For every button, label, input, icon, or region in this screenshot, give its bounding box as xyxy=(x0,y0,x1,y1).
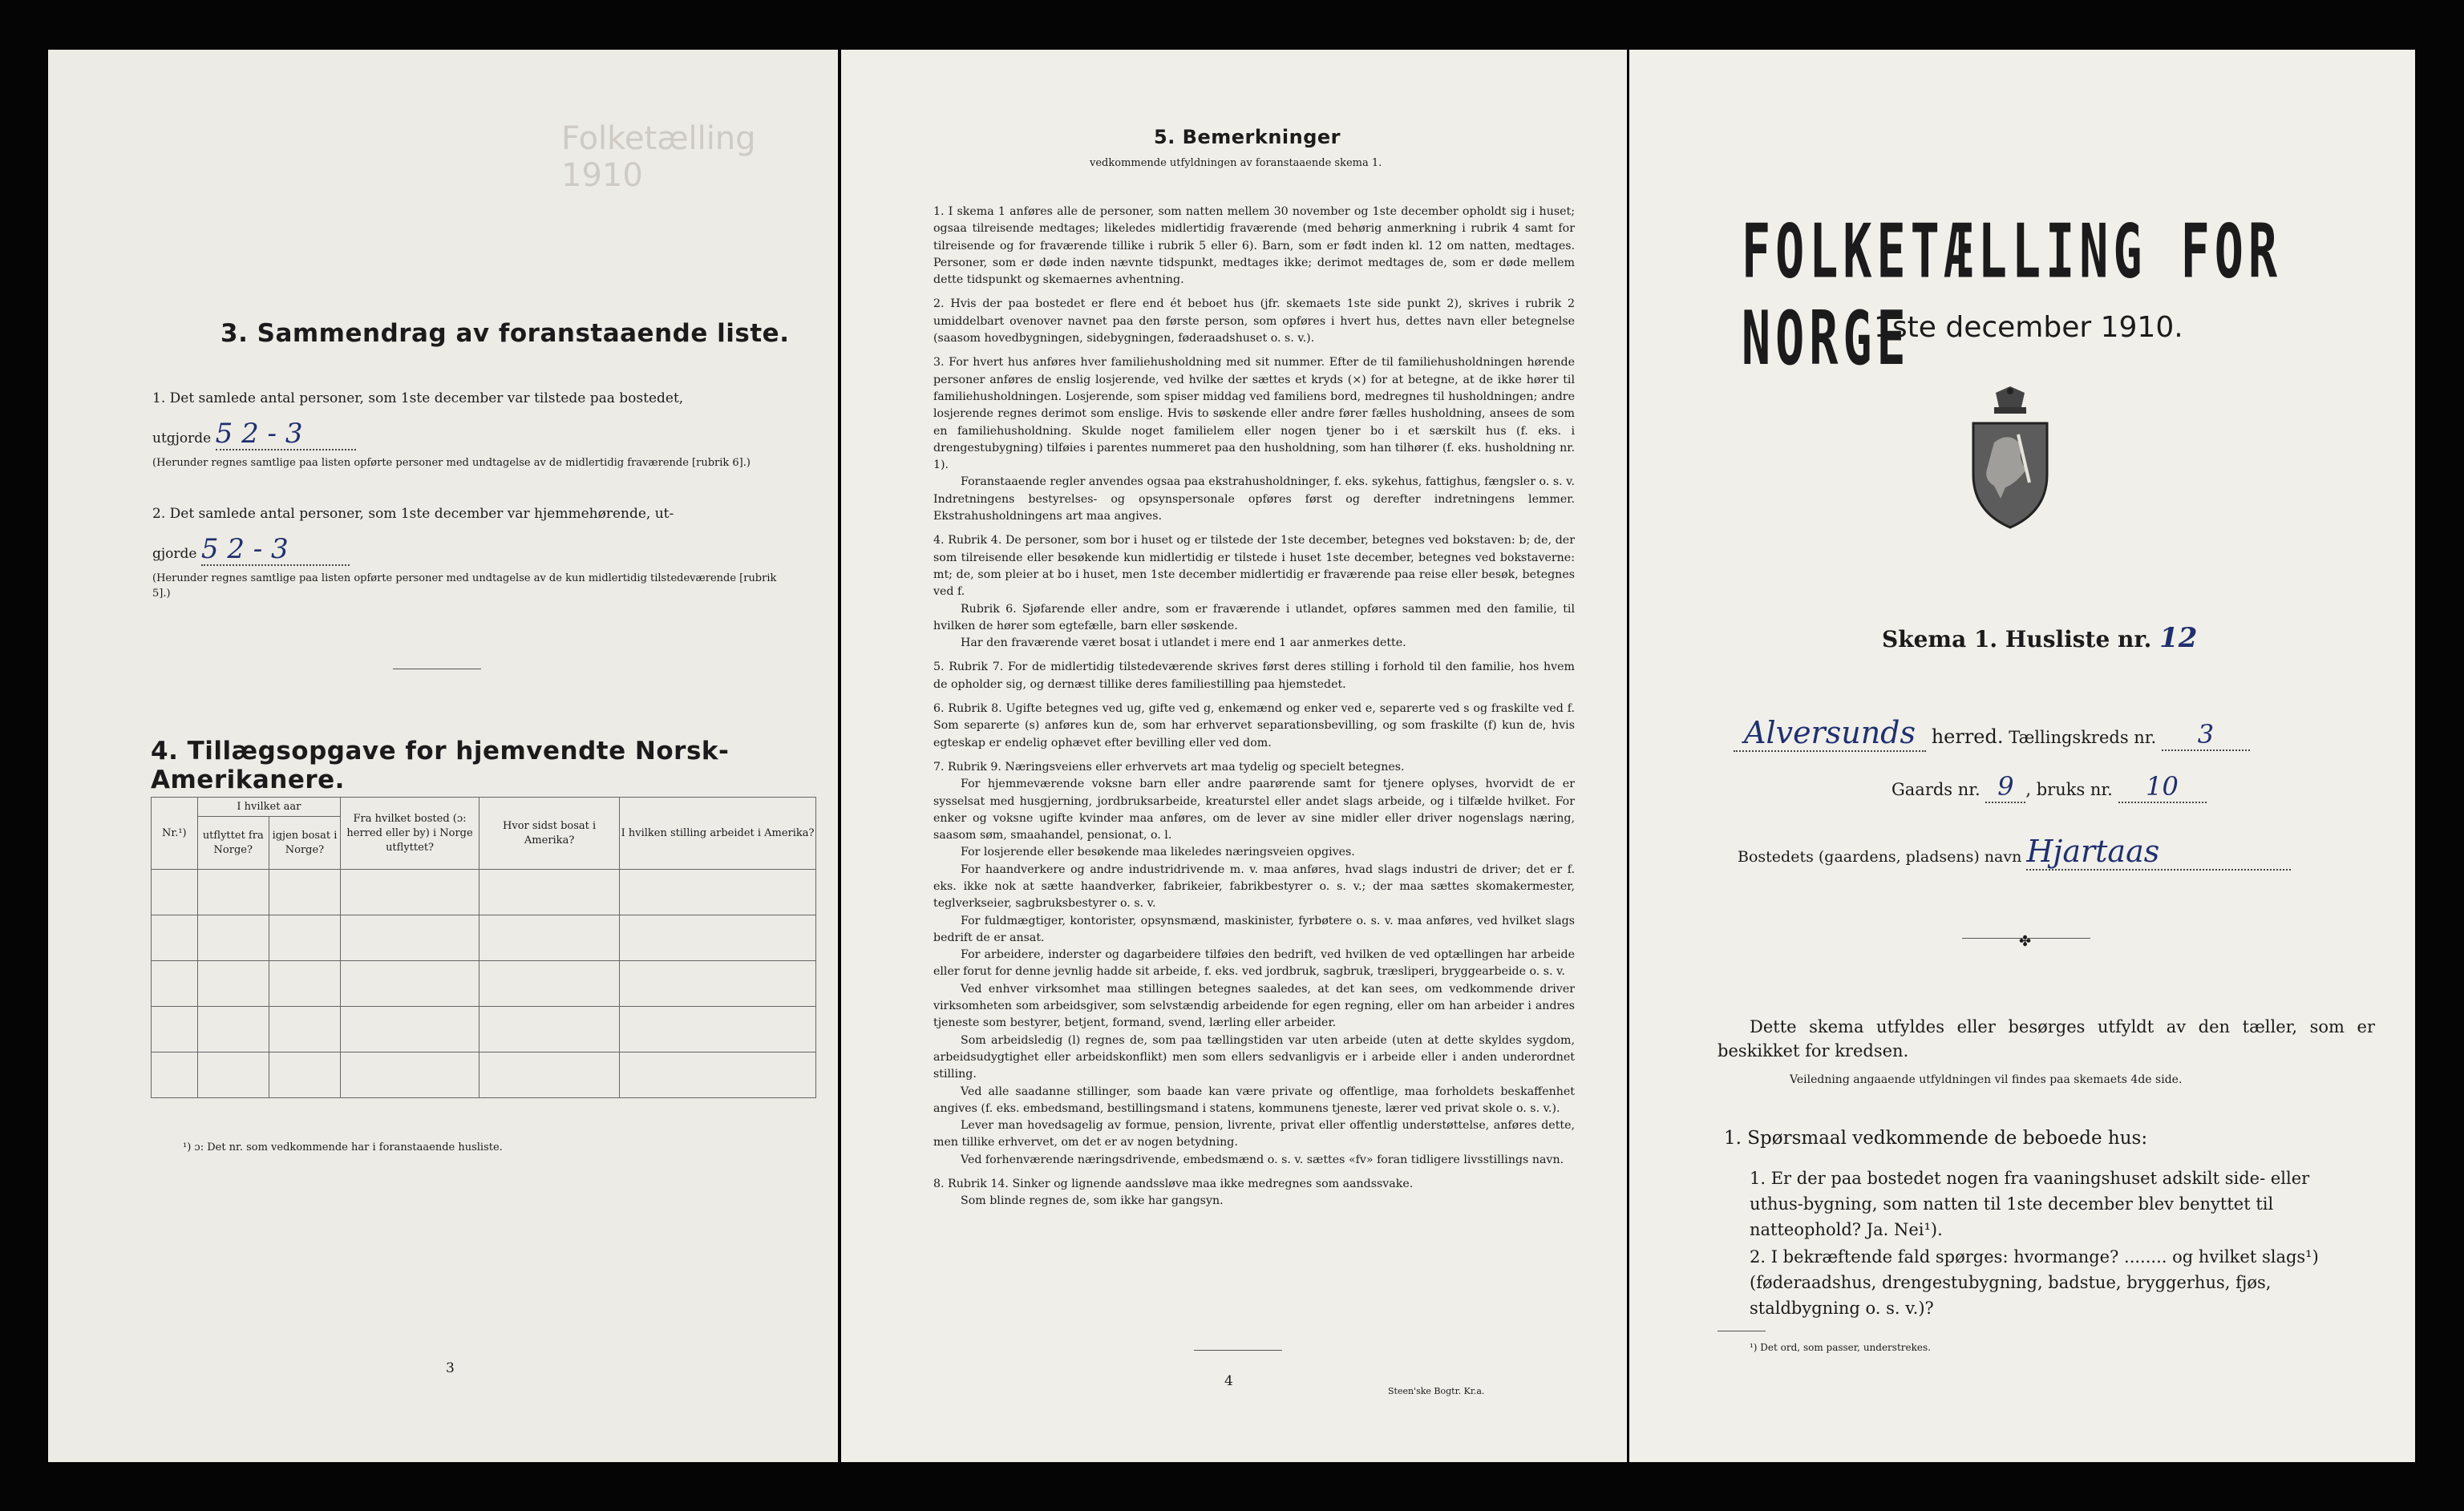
summary-q2 xyxy=(152,503,810,601)
bemerkning-paragraph: Har den fraværende været bosat i utlandet i mere end 1 aar anmerkes dette. xyxy=(961,636,1406,650)
table-row xyxy=(152,870,816,915)
bemerkning-paragraph: Ved forhenværende næringsdrivende, embedsmænd o. s. v. sættes «fv» foran tidligere livsstillings navn. xyxy=(961,1153,1564,1166)
col-bosat: igjen bosat i Norge? xyxy=(269,817,340,870)
bosted-label: Bostedets (gaardens, pladsens) navn xyxy=(1738,848,2022,866)
bemerkning-paragraph: 6. Rubrik 8. Ugifte betegnes ved ug, gifte ved g, enkemænd og enker ved e, separerte ved s og fraskilte ved f. Som separerte (s) anføres kun de, som har erhvervet separationsbevilling, og som fraskilte (f) kun de, hvis egteskap er endelig ophævet efter bevilling eller ved dom. xyxy=(933,702,1575,749)
bemerkning-paragraph: Som arbeidsledig (l) regnes de, som paa tællingstiden var uten arbeide (uten at dette skyldes sygdom, arbeidsudygtighet eller arbeidskonflikt) men som ellers sedvanligvis er i arbeide eller i anden underordnet stilling. xyxy=(933,1033,1575,1081)
summary-q1 xyxy=(152,388,810,471)
section-4-title: 4. Tillægsopgave for hjemvendte Norsk-Amerikanere. xyxy=(151,737,730,794)
summary-q1-value[interactable]: 5 2 - 3 xyxy=(215,418,303,450)
bemerkning-paragraph: Foranstaaende regler anvendes ogsaa paa ekstrahusholdninger, f. eks. sykehus, fattighus, fængsler o. s. v. Indretningens bestyrelses- og opsynspersonale opføres først og derefter indretningens lemmer. Ekstrahusholdningens art maa angives. xyxy=(933,475,1575,523)
section-3-title: 3. Sammendrag av foranstaaende liste. xyxy=(221,319,790,348)
bemerkning-paragraph: 7. Rubrik 9. Næringsveiens eller erhvervets art maa tydelig og specielt betegnes. xyxy=(933,760,1405,774)
bosted-value[interactable]: Hjartaas xyxy=(2026,834,2160,869)
bemerkning-paragraph: 1. I skema 1 anføres alle de personer, som natten mellem 30 november og 1ste december opholdt sig i huset; ogsaa tilreisende medtages; likeledes midlertidig fraværende (med behørig anmerkning i rubrik 4 samt for tilreisende og for fraværende tillike i rubrik 5 eller 6). Barn, som er født inden kl. 12 om natten, medtages. Personer, som er døde inden nævnte tidspunkt, medtages ikke; derimot medtages de, som er døde mellem dette tidspunkt og skemaernes avhentning. xyxy=(933,205,1575,287)
ornament-icon: ✤ xyxy=(2019,933,2032,950)
table-row xyxy=(152,1052,816,1098)
intro-text: Dette skema utfyldes eller besørges utfyldt av den tæller, som er beskikket for kredsen. xyxy=(1718,1017,2375,1061)
table-footnote: ¹) ɔ: Det nr. som vedkommende har i foranstaaende husliste. xyxy=(183,1141,503,1153)
bemerkninger-title: 5. Bemerkninger xyxy=(1154,126,1341,148)
skema-line xyxy=(1882,622,2197,654)
skema-label: Skema 1. Husliste nr. xyxy=(1882,626,2152,652)
bemerkning-paragraph: For arbeidere, inderster og dagarbeidere tilføies den bedrift, ved hvilken de ved optællingen har arbeide eller forut for denne jevnlig hadde sit arbeide, f. eks. ved jordbruk, sagbruk, træsliperi, bryggearbeide o. s. v. xyxy=(933,948,1575,979)
bemerkning-paragraph: Lever man hovedsagelig av formue, pension, livrente, privat eller offentlig understøttelse, anføres dette, men tillike erhvervet, om det er av nogen betydning. xyxy=(933,1119,1575,1149)
bemerkning-paragraph: For haandverkere og andre industridrivende m. v. maa anføres, hvad slags industri de driver; det er f. eks. ikke nok at sætte haandverker, fabrikeier, fabrikbestyrer o. s. v.; der maa sættes skomakermester, teglverkseier, sagbruksbestyrer o. s. v. xyxy=(933,863,1575,911)
summary-q1-label: utgjorde xyxy=(152,430,212,446)
intro-note: Veiledning angaaende utfyldningen vil findes paa skemaets 4de side. xyxy=(1790,1073,2183,1086)
summary-q2-note: (Herunder regnes samtlige paa listen opførte personer med undtagelse av de kun midlertidig tilstedeværende [rubrik 5].) xyxy=(152,572,777,600)
bosted-line xyxy=(1738,834,2291,871)
table-row xyxy=(152,1007,816,1052)
summary-q2-text: 2. Det samlede antal personer, som 1ste december var hjemmehørende, ut- xyxy=(152,506,674,522)
bemerkning-paragraph: 2. Hvis der paa bostedet er flere end ét beboet hus (jfr. skemaets 1ste side punkt 2), skrives i rubrik 2 umiddelbart ovenover navnet paa den første person, som opføres i hvert hus, dettes navn eller betegnelse (saasom hovedbygningen, sidebygningen, føderaadshuset o. s. v.). xyxy=(933,297,1575,345)
bemerkning-paragraph: Ved enhver virksomhet maa stillingen betegnes saaledes, at det kan sees, om vedkommende driver virksomheten som arbeidsgiver, som selvstændig arbeidende for egen regning, eller om han arbeider i andres tjeneste som bestyrer, betjent, formand, svend, lærling eller arbeider. xyxy=(933,982,1575,1030)
summary-q1-text: 1. Det samlede antal personer, som 1ste december var tilstede paa bostedet, xyxy=(152,390,684,406)
coat-of-arms-icon xyxy=(1962,386,2058,534)
bemerkning-paragraph: For losjerende eller besøkende maa likeledes næringsveien opgives. xyxy=(961,846,1355,859)
table-row xyxy=(152,915,816,961)
page-number: 4 xyxy=(1224,1373,1233,1389)
bemerkning-paragraph: 4. Rubrik 4. De personer, som bor i huset og er tilstede der 1ste december, betegnes ved bokstaven: b; de, der som tilreisende eller besøkende kun midlertidig er tilstede i huset 1ste december, betegnes ved bokstaverne: mt; de, som pleier at bo i huset, men 1ste december midlertidig er fraværende paa reise eller besøk, betegnes ved f. xyxy=(933,534,1575,599)
bemerkning-paragraph: For fuldmægtiger, kontorister, opsynsmænd, maskinister, fyrbøtere o. s. v. maa anføres, ved hvilket slags bedrift de er ansat. xyxy=(933,914,1575,944)
page-number: 3 xyxy=(446,1360,455,1376)
bruks-label: , bruks nr. xyxy=(2025,780,2113,799)
q1-1-text: 1. Er der paa bostedet nogen fra vaaningshuset adskilt side- eller uthus-bygning, som natten til 1ste december blev benyttet til natteophold? Ja. Nei¹). xyxy=(1750,1169,2310,1239)
husliste-nr-value[interactable]: 12 xyxy=(2159,622,2198,654)
kreds-value[interactable]: 3 xyxy=(2197,719,2215,749)
page-1-cover xyxy=(1629,50,2415,1462)
cover-footnote: ¹) Det ord, som passer, understrekes. xyxy=(1750,1342,1931,1353)
bemerkning-paragraph: For hjemmeværende voksne barn eller andre paarørende samt for tjenere oplyses, hvorvidt de er sysselsat med husgjerning, jordbruksarbeide, kreaturstel eller andet slags arbeide, og i tilfælde hvilket. For enker og voksne ugifte kvinder maa anføres, om de lever av sine midler eller driver nogenslags næring, saasom søm, smaahandel, pensionat, o. l. xyxy=(933,778,1575,842)
bemerkning-paragraph: 3. For hvert hus anføres hver familiehusholdning med sit nummer. Efter de til familiehusholdningen hørende personer anføres de enslig losjerende, ved hvilke der sættes et kryds (×) for at betegne, at de ikke hører til familiehusholdningen. Losjerende, som spiser middag ved familiens bord, medregnes til husholdningen; andre losjerende regnes derimot som enslige. Hvis to søskende eller andre fører fælles husholdning, ansees de som en familiehusholdning. Skulde noget familielem eller nogen tjener bo i et særskilt hus (f. eks. i drengestubygning) tilføies i parentes nummeret paa den husholdning, som han tilhører (f. eks. husholdning nr. 1). xyxy=(933,356,1575,472)
col-utflyttet: utflyttet fra Norge? xyxy=(197,817,269,870)
herred-label: herred. xyxy=(1931,725,2004,748)
gaards-value[interactable]: 9 xyxy=(1997,771,2014,802)
bruks-value[interactable]: 10 xyxy=(2146,771,2179,802)
herred-line xyxy=(1734,715,2375,752)
page-3-summary: Folketælling 1910 3. Sammendrag av foranstaaende liste. 1. Det samlede antal personer, som 1ste december var tilstede paa bostedet, utgjorde 5 2 - 3 (Herunder regnes samtlige paa listen opførte personer med undtagelse av de midlertidig fraværende [rubrik 6].) 2. Det samlede antal personer, som 1ste december var hjemmehørende, ut- gjorde 5 2 - 3 (Herunder regnes samtlige paa listen opførte personer med undtagelse av de kun midlertidig tilstedeværende [rubrik 5].) 4. Tillægsopgave for hjemvendte Norsk-Amerikanere. Nr.¹) I hvilket aar Fra hvilket bosted (ɔ: herred eller by) i Norge utflyttet? Hvor sidst bosat i Amerika? I hvilken stilling arbeidet i Amerika? utflyttet fra Norge? igjen bosat i Norge? ¹) ɔ: Det nr. som vedkommende har i foranstaaende husliste. 3 xyxy=(48,50,838,1462)
col-nr: Nr.¹) xyxy=(152,798,198,870)
herred-value[interactable]: Alversunds xyxy=(1744,715,1916,750)
bemerkning-paragraph: Ved alle saadanne stillinger, som baade kan være private og offentlige, maa forholdets beskaffenhet angives (f. eks. embedsmand, bestillingsmand i statens, kommunens tjeneste, lærer ved privat skole o. s. v.). xyxy=(933,1085,1575,1115)
col-stilling: I hvilken stilling arbeidet i Amerika? xyxy=(620,798,816,870)
col-fra: Fra hvilket bosted (ɔ: herred eller by) i Norge utflyttet? xyxy=(341,798,479,870)
bemerkninger-subtitle: vedkommende utfyldningen av foranstaaende skema 1. xyxy=(1090,157,1382,169)
gaards-label: Gaards nr. xyxy=(1891,780,1981,799)
q1-heading: 1. Spørsmaal vedkommende de beboede hus: xyxy=(1724,1128,2148,1149)
printer-mark: Steen'ske Bogtr. Kr.a. xyxy=(1388,1386,1485,1396)
bemerkning-paragraph: Som blinde regnes de, som ikke har gangsyn. xyxy=(961,1194,1224,1208)
kreds-label: Tællingskreds nr. xyxy=(2009,728,2157,747)
summary-q2-label: gjorde xyxy=(152,546,197,562)
summary-q2-value[interactable]: 5 2 - 3 xyxy=(200,533,289,565)
census-title: FOLKETÆLLING FOR NORGE xyxy=(1742,208,2282,382)
table-row xyxy=(152,961,816,1007)
q1-2-text: 2. I bekræftende fald spørges: hvormange? ........ og hvilket slags¹) (føderaadshus, drengestubygning, badstue, bryggerhus, fjøs, staldbygning o. s. v.)? xyxy=(1750,1247,2319,1318)
page-4-bemerkninger xyxy=(841,50,1627,1462)
col-sidst: Hvor sidst bosat i Amerika? xyxy=(479,798,620,870)
gaards-line xyxy=(1891,771,2207,803)
census-date: 1ste december 1910. xyxy=(1874,311,2183,344)
summary-q1-note: (Herunder regnes samtlige paa listen opførte personer med undtagelse av de midlertidig fraværende [rubrik 6].) xyxy=(152,457,751,469)
col-group-aar: I hvilket aar xyxy=(197,798,340,817)
bemerkning-paragraph: 8. Rubrik 14. Sinker og lignende aandssløve maa ikke medregnes som aandssvake. xyxy=(933,1178,1414,1191)
norsk-amerikanere-table xyxy=(151,797,816,1098)
bemerkning-paragraph: Rubrik 6. Sjøfarende eller andre, som er fraværende i utlandet, opføres sammen med den familie, til hvilken de hører som egtefælle, barn eller søskende. xyxy=(933,602,1575,632)
bemerkning-paragraph: 5. Rubrik 7. For de midlertidig tilstedeværende skrives først deres stilling i forhold til den familie, hos hvem de opholder sig, og dernæst tillike deres familiestilling paa hjemstedet. xyxy=(933,661,1575,691)
bemerkninger-text xyxy=(933,204,1575,1210)
